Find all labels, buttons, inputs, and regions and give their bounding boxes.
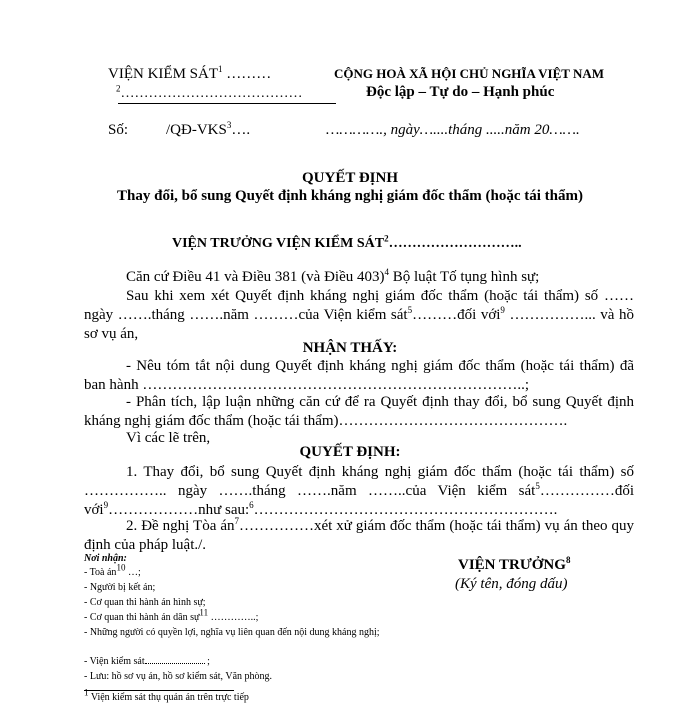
recipient-item: - Viện kiểm sát ;: [84, 656, 210, 667]
recipient-item: - Cơ quan thi hành án hình sự;: [84, 597, 206, 608]
footnote: $^1$ Viện kiểm sát thụ quản án trên trực tiếp: [84, 687, 249, 703]
recipient-item: - Cơ quan thi hành án dân sự$^{11}$ …………..;: [84, 607, 259, 623]
legal-basis: Căn cứ Điều 41 và Điều 381 (và Điều 403)$^4$ Bộ luật Tố tụng hình sự;: [126, 267, 540, 285]
recipient-item: - Người bị kết án;: [84, 582, 156, 593]
decision-item-1: 1. Thay đổi, bổ sung Quyết định kháng nghị giám đốc thẩm (hoặc tái thẩm) số …………….. ngày …….tháng …….năm ……..của Viện kiểm sát$^5$……………đối với$^9$………………như sau:$^6$…………………………………………………….: [84, 464, 634, 518]
review-paragraph: Sau khi xem xét Quyết định kháng nghị giám đốc thẩm (hoặc tái thẩm) số …… ngày …….tháng …….năm ………của Viện kiểm sát$^5$………đối với$^9$ ……………... và hồ sơ vụ án,: [84, 288, 634, 342]
findings-heading: NHẬN THẤY:: [302, 340, 398, 356]
signer-title: VIỆN TRƯỞNG$^8$: [458, 555, 571, 573]
recipient-item: - Những người có quyền lợi, nghĩa vụ liên quan đến nội dung kháng nghị;: [84, 627, 380, 638]
footnote-rule: [84, 690, 234, 691]
agency-subdivision: $^2$…………………………………: [116, 83, 303, 101]
document-subtitle: Thay đổi, bổ sung Quyết định kháng nghị giám đốc thẩm (hoặc tái thẩm): [117, 188, 583, 204]
recipients-heading: Nơi nhận:: [84, 553, 127, 564]
signature-note: (Ký tên, đóng dấu): [455, 576, 568, 592]
document-number: Số: /QĐ-VKS$^3$….: [108, 120, 251, 138]
recipient-item: - Lưu: hồ sơ vụ án, hồ sơ kiểm sát, Văn phòng.: [84, 671, 273, 682]
reasons-line: Vì các lẽ trên,: [126, 430, 211, 446]
decision-heading: QUYẾT ĐỊNH:: [299, 444, 401, 460]
issuing-authority: VIỆN TRƯỞNG VIỆN KIỂM SÁT$^2$………………………..: [172, 233, 522, 251]
place-date: …………., ngày…....tháng .....năm 20…….: [326, 122, 580, 138]
finding-summary: - Nêu tóm tắt nội dung Quyết định kháng nghị giám đốc thẩm (hoặc tái thẩm) đã ban hành …………………………………………………………………..;: [84, 358, 634, 393]
recipient-item: - Toà $án^{10}$ …;: [84, 562, 141, 578]
agency-underline: [118, 103, 336, 104]
national-motto: Độc lập – Tự do – Hạnh phúc: [366, 84, 555, 100]
agency-name: VIỆN KIỂM SÁT$^1$ ………: [108, 64, 272, 82]
decision-item-2: 2. Đề nghị Tòa $án^7\dots\dots\dots\dots\dots xét$ xử giám đốc thẩm (hoặc tái thẩm) vụ án theo quy định của pháp luật./.: [84, 516, 634, 553]
finding-analysis: - Phân tích, lập luận những căn cứ để ra Quyết định thay đổi, bổ sung Quyết định kháng nghị giám đốc thẩm (hoặc tái thẩm)……………………………………….: [84, 394, 634, 429]
country-name: CỘNG HOÀ XÃ HỘI CHỦ NGHĨA VIỆT NAM: [334, 66, 605, 81]
document-title: QUYẾT ĐỊNH: [302, 170, 398, 186]
